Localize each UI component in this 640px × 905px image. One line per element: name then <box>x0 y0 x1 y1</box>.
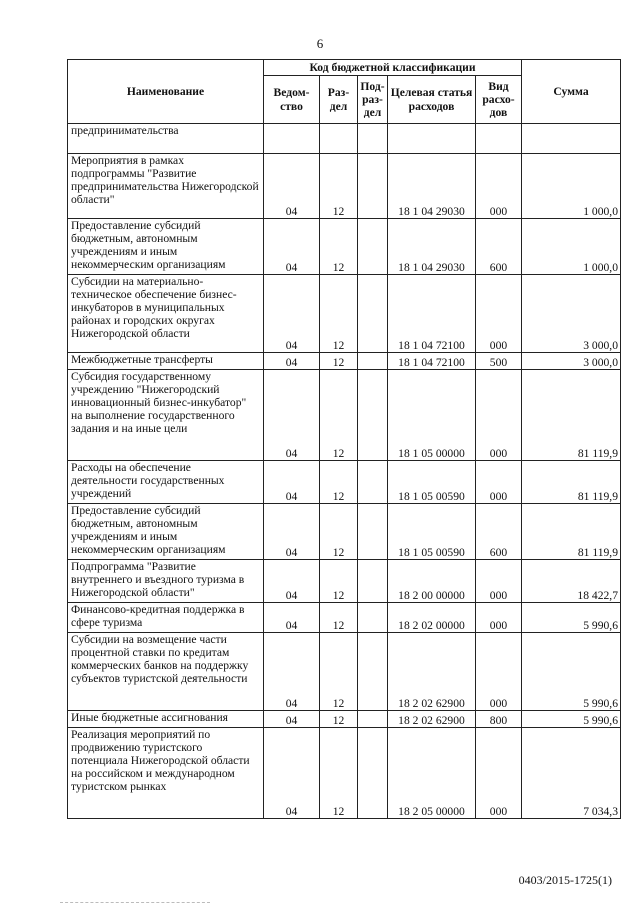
cell-sum <box>522 124 621 154</box>
cell-podrazdel <box>358 728 388 819</box>
cell-podrazdel <box>358 711 388 728</box>
table-row <box>68 275 621 353</box>
cell-sum: 1 000,0 <box>522 154 621 219</box>
cell-tselevaya-statya: 18 1 04 72100 <box>388 353 476 370</box>
table-body <box>68 124 621 819</box>
cell-name: Субсидия государственному учреждению "Нижегородский инновационный бизнес-инкубатор" на выполнение государственного задания и на иные цели <box>68 370 264 461</box>
cell-vid-raskhodov: 600 <box>476 504 522 560</box>
table-row <box>68 219 621 275</box>
header-podrazdel: Под-раз-дел <box>358 76 388 124</box>
cell-tselevaya-statya: 18 1 05 00590 <box>388 461 476 504</box>
cell-sum: 5 990,6 <box>522 633 621 711</box>
cell-tselevaya-statya: 18 2 00 00000 <box>388 560 476 603</box>
cell-sum: 81 119,9 <box>522 370 621 461</box>
cell-razdel: 12 <box>320 154 358 219</box>
cell-tselevaya-statya: 18 2 02 62900 <box>388 633 476 711</box>
cell-vedomstvo: 04 <box>264 275 320 353</box>
cell-vedomstvo: 04 <box>264 603 320 633</box>
cell-sum: 5 990,6 <box>522 603 621 633</box>
cell-sum: 81 119,9 <box>522 461 621 504</box>
cell-vid-raskhodov: 000 <box>476 154 522 219</box>
cell-vid-raskhodov: 000 <box>476 461 522 504</box>
table-row <box>68 353 621 370</box>
cell-sum: 7 034,3 <box>522 728 621 819</box>
cell-vid-raskhodov: 000 <box>476 728 522 819</box>
table-row <box>68 154 621 219</box>
cell-razdel: 12 <box>320 461 358 504</box>
cell-vedomstvo: 04 <box>264 154 320 219</box>
cell-vedomstvo: 04 <box>264 461 320 504</box>
table-row <box>68 461 621 504</box>
cell-sum: 5 990,6 <box>522 711 621 728</box>
cell-sum: 18 422,7 <box>522 560 621 603</box>
table-row <box>68 711 621 728</box>
cell-vid-raskhodov: 600 <box>476 219 522 275</box>
cell-name: Реализация мероприятий по продвижению туристского потенциала Нижегородской области на российском и международном туристском рынках <box>68 728 264 819</box>
cell-vedomstvo: 04 <box>264 633 320 711</box>
table-row <box>68 728 621 819</box>
cell-vid-raskhodov: 500 <box>476 353 522 370</box>
cell-name: Расходы на обеспечение деятельности государственных учреждений <box>68 461 264 504</box>
cell-name: Предоставление субсидий бюджетным, автономным учреждениям и иным некоммерческим организациям <box>68 504 264 560</box>
budget-table <box>67 59 621 819</box>
header-classification-group: Код бюджетной классификации <box>264 60 522 76</box>
cell-podrazdel <box>358 461 388 504</box>
cell-vid-raskhodov: 000 <box>476 275 522 353</box>
cell-vedomstvo: 04 <box>264 370 320 461</box>
cell-tselevaya-statya: 18 1 04 72100 <box>388 275 476 353</box>
cell-name: Субсидии на материально-техническое обеспечение бизнес-инкубаторов в муниципальных районах и городских округах Нижегородской области <box>68 275 264 353</box>
cell-sum: 81 119,9 <box>522 504 621 560</box>
cell-razdel: 12 <box>320 370 358 461</box>
cell-podrazdel <box>358 124 388 154</box>
table-row <box>68 603 621 633</box>
footer-rule <box>60 902 210 903</box>
cell-podrazdel <box>358 560 388 603</box>
cell-razdel: 12 <box>320 728 358 819</box>
cell-vid-raskhodov: 000 <box>476 560 522 603</box>
cell-podrazdel <box>358 504 388 560</box>
cell-podrazdel <box>358 353 388 370</box>
document-code: 0403/2015-1725(1) <box>518 873 612 887</box>
cell-podrazdel <box>358 154 388 219</box>
cell-sum: 3 000,0 <box>522 275 621 353</box>
cell-tselevaya-statya: 18 1 04 29030 <box>388 154 476 219</box>
header-vid-raskhodov: Вид расхо-дов <box>476 76 522 124</box>
table-row <box>68 124 621 154</box>
cell-razdel: 12 <box>320 711 358 728</box>
cell-vedomstvo: 04 <box>264 711 320 728</box>
cell-razdel: 12 <box>320 504 358 560</box>
table-row <box>68 560 621 603</box>
cell-name: Предоставление субсидий бюджетным, автономным учреждениям и иным некоммерческим организациям <box>68 219 264 275</box>
cell-vid-raskhodov <box>476 124 522 154</box>
cell-tselevaya-statya: 18 2 05 00000 <box>388 728 476 819</box>
cell-podrazdel <box>358 603 388 633</box>
cell-razdel: 12 <box>320 275 358 353</box>
cell-razdel: 12 <box>320 560 358 603</box>
cell-name: Мероприятия в рамках подпрограммы "Развитие предпринимательства Нижегородской области" <box>68 154 264 219</box>
cell-tselevaya-statya: 18 1 04 29030 <box>388 219 476 275</box>
cell-razdel <box>320 124 358 154</box>
cell-tselevaya-statya: 18 1 05 00590 <box>388 504 476 560</box>
cell-tselevaya-statya: 18 2 02 62900 <box>388 711 476 728</box>
table-row <box>68 504 621 560</box>
cell-sum: 3 000,0 <box>522 353 621 370</box>
cell-name: Межбюджетные трансферты <box>68 353 264 370</box>
cell-vid-raskhodov: 800 <box>476 711 522 728</box>
cell-vedomstvo: 04 <box>264 560 320 603</box>
cell-vid-raskhodov: 000 <box>476 370 522 461</box>
cell-name: Субсидии на возмещение части процентной ставки по кредитам коммерческих банков на поддержку субъектов туристской деятельности <box>68 633 264 711</box>
table-row <box>68 370 621 461</box>
cell-vid-raskhodov: 000 <box>476 603 522 633</box>
cell-tselevaya-statya: 18 2 02 00000 <box>388 603 476 633</box>
header-tselevaya-statya: Целевая статья расходов <box>388 76 476 124</box>
cell-razdel: 12 <box>320 603 358 633</box>
cell-podrazdel <box>358 370 388 461</box>
cell-vedomstvo: 04 <box>264 728 320 819</box>
header-sum: Сумма <box>522 60 621 124</box>
cell-podrazdel <box>358 219 388 275</box>
cell-razdel: 12 <box>320 353 358 370</box>
header-razdel: Раз-дел <box>320 76 358 124</box>
table-row <box>68 633 621 711</box>
cell-name: Подпрограмма "Развитие внутреннего и въездного туризма в Нижегородской области" <box>68 560 264 603</box>
cell-razdel: 12 <box>320 633 358 711</box>
cell-sum: 1 000,0 <box>522 219 621 275</box>
cell-vedomstvo: 04 <box>264 219 320 275</box>
cell-podrazdel <box>358 275 388 353</box>
cell-tselevaya-statya <box>388 124 476 154</box>
cell-razdel: 12 <box>320 219 358 275</box>
cell-name: предпринимательства <box>68 124 264 154</box>
cell-vedomstvo <box>264 124 320 154</box>
header-name: Наименование <box>68 60 264 124</box>
header-vedomstvo: Ведом-ство <box>264 76 320 124</box>
cell-name: Финансово-кредитная поддержка в сфере туризма <box>68 603 264 633</box>
cell-vid-raskhodov: 000 <box>476 633 522 711</box>
cell-name: Иные бюджетные ассигнования <box>68 711 264 728</box>
page-number: 6 <box>316 36 324 51</box>
cell-vedomstvo: 04 <box>264 504 320 560</box>
cell-tselevaya-statya: 18 1 05 00000 <box>388 370 476 461</box>
cell-podrazdel <box>358 633 388 711</box>
cell-vedomstvo: 04 <box>264 353 320 370</box>
